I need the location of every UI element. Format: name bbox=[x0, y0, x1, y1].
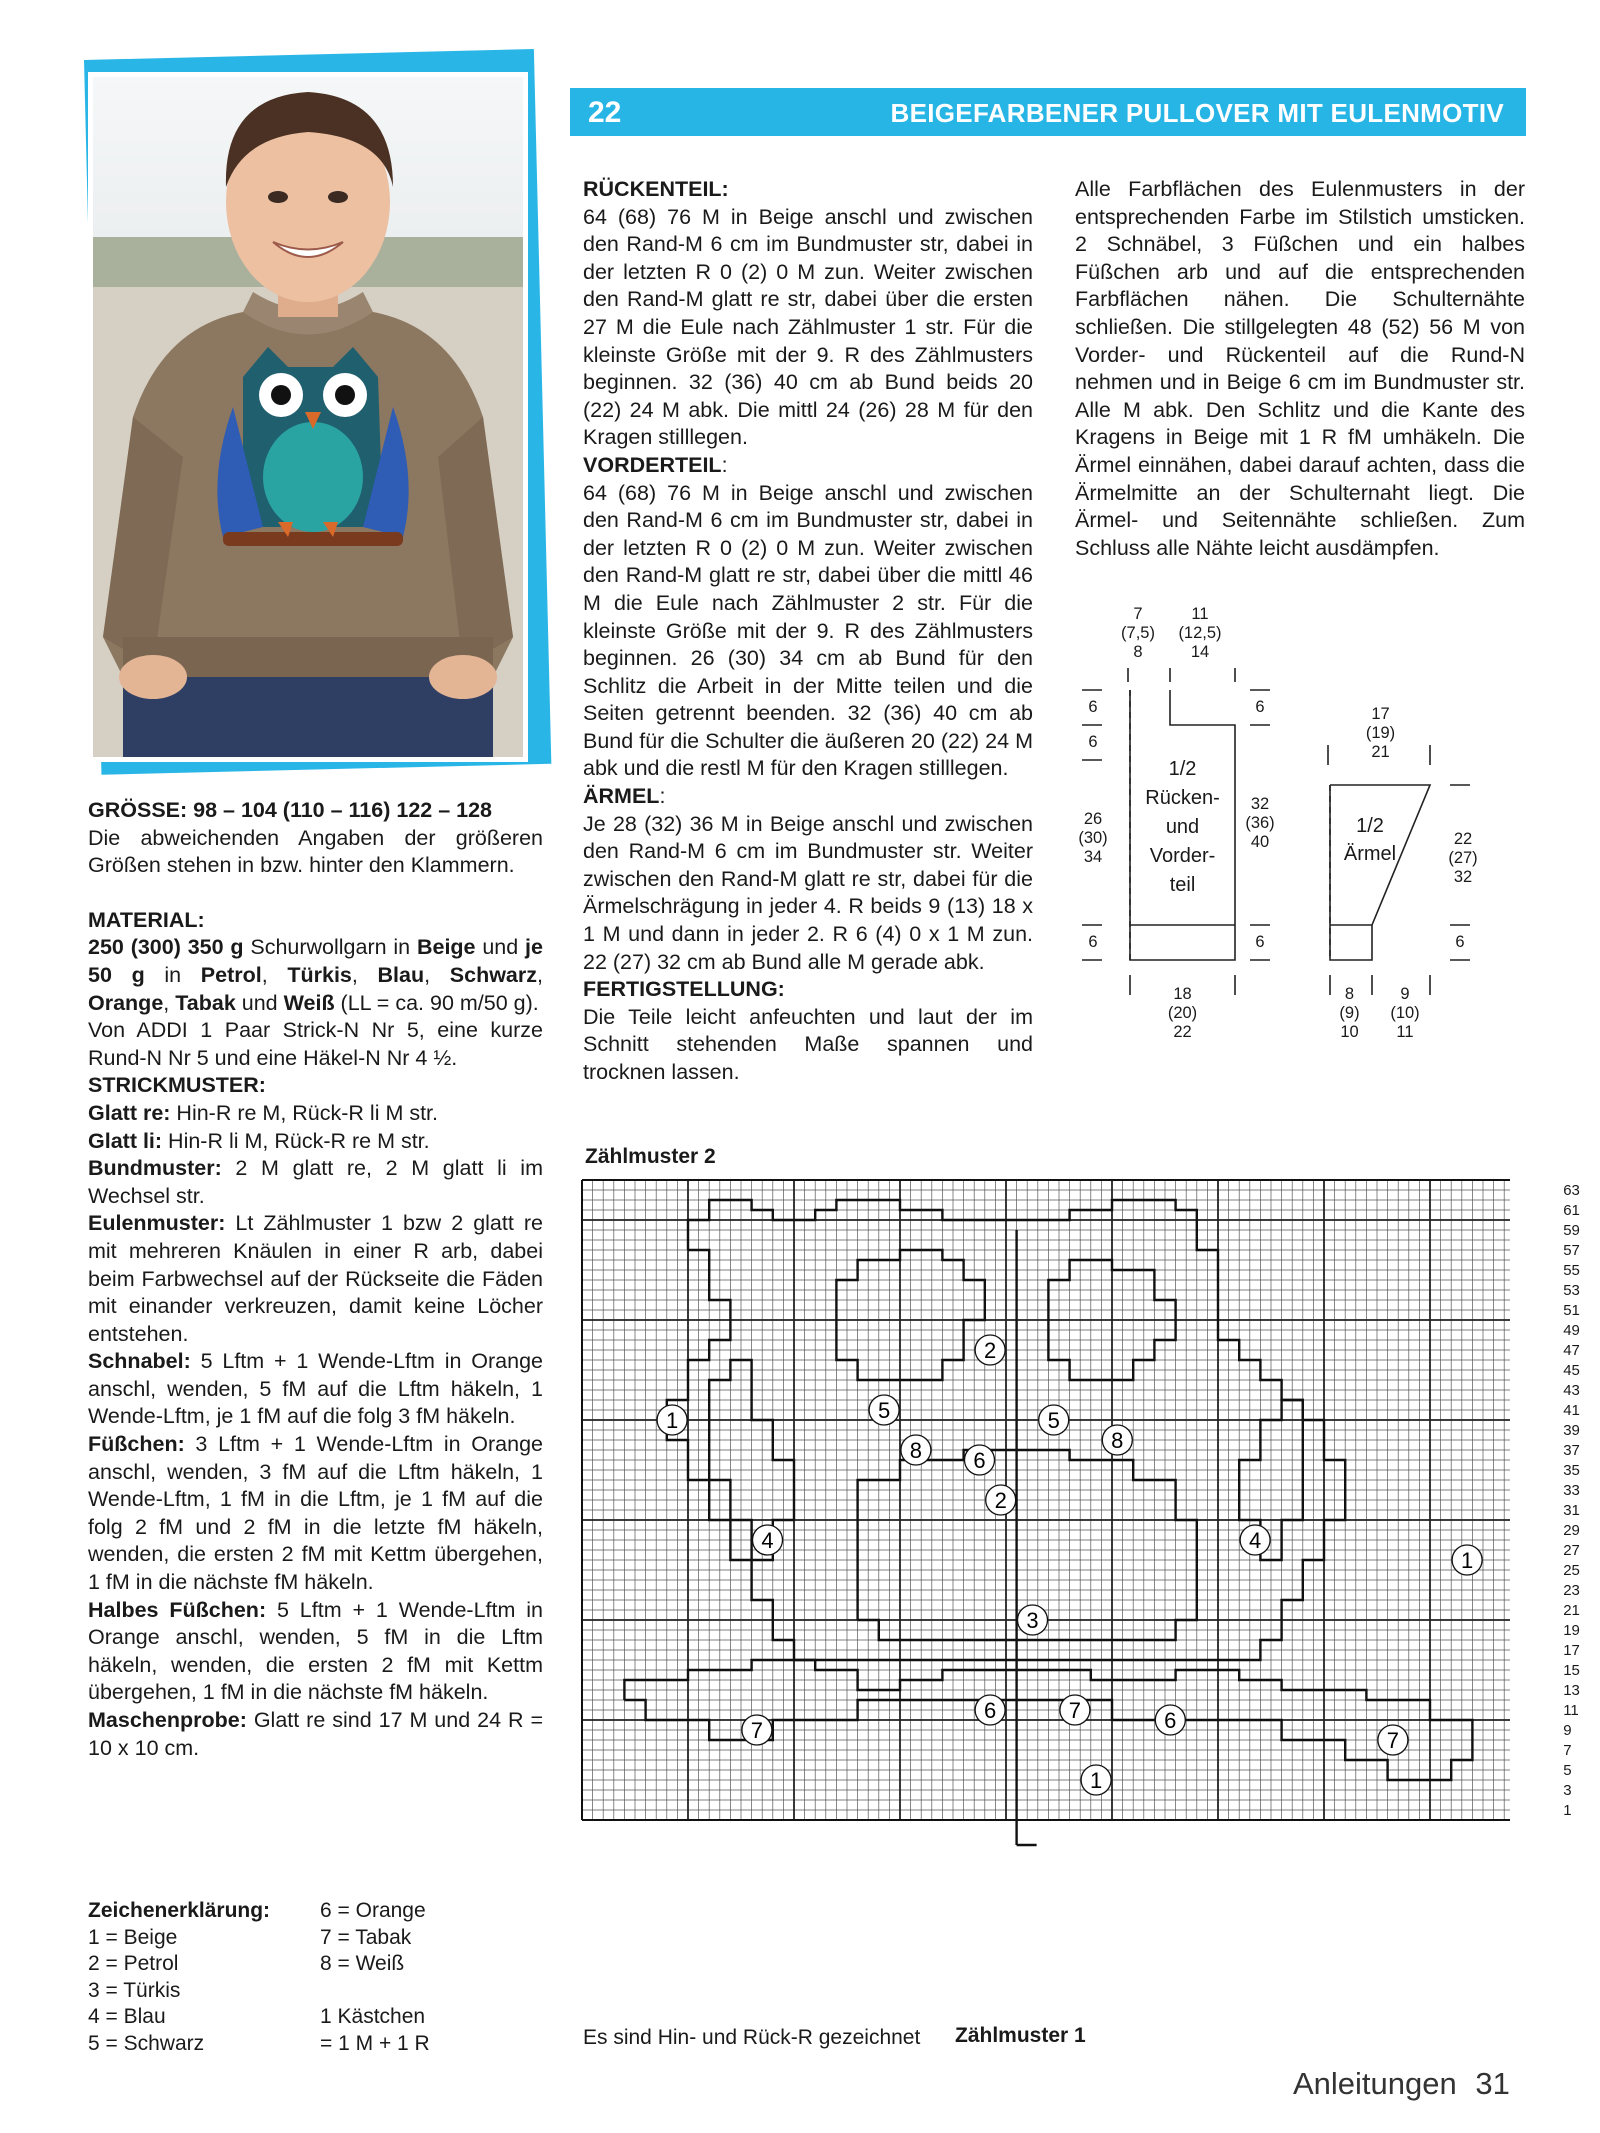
pattern-glatt-li: Glatt li: Hin-R li M, Rück-R re M str. bbox=[88, 1128, 430, 1153]
region-label bbox=[1081, 1765, 1111, 1795]
row-number: 5 bbox=[1563, 1762, 1572, 1779]
legend-item: 7 = Tabak bbox=[320, 1925, 412, 1949]
row-number: 39 bbox=[1563, 1422, 1580, 1439]
row-number: 25 bbox=[1563, 1562, 1580, 1579]
finish-text: Die Teile leicht anfeuchten und laut der im Schnitt stehenden Maße spannen und trocknen lassen. bbox=[583, 1004, 1033, 1084]
row-number: 23 bbox=[1563, 1582, 1580, 1599]
svg-text:5: 5 bbox=[877, 1398, 891, 1423]
row-number: 3 bbox=[1563, 1782, 1572, 1799]
back-heading: RÜCKENTEIL: bbox=[583, 177, 729, 201]
svg-text:6: 6 bbox=[983, 1698, 997, 1723]
chart-title: Zählmuster 2 bbox=[585, 1145, 716, 1168]
photo-boy-owl-sweater bbox=[88, 72, 528, 762]
pattern-bundmuster: Bundmuster: 2 M glatt re, 2 M glatt li im Wechsel str. bbox=[88, 1156, 543, 1208]
row-number: 41 bbox=[1563, 1402, 1580, 1419]
sleeve-text: Je 28 (32) 36 M in Beige anschl und zwischen den Rand-M 6 cm im Bundmuster str. Weiter zwischen den Rand-M glatt re str, dabei für die Ärmelschrägung in jeder 4. R beids 9 (13) 18 x 1 M und dann in jeder 2. R 6 (4) 0 x 1 M zun. 22 (27) 32 cm ab Bund alle M gerade abk. bbox=[583, 811, 1033, 974]
row-number: 45 bbox=[1563, 1362, 1580, 1379]
region-label bbox=[965, 1445, 995, 1475]
svg-text:5: 5 bbox=[1047, 1408, 1060, 1433]
region-label bbox=[657, 1405, 687, 1435]
svg-text:6: 6 bbox=[973, 1448, 986, 1473]
svg-text:1: 1 bbox=[665, 1408, 679, 1433]
knitting-chart-grid bbox=[560, 1160, 1510, 2040]
svg-text:2: 2 bbox=[983, 1338, 997, 1363]
legend-left bbox=[88, 1898, 270, 2057]
row-number: 55 bbox=[1563, 1262, 1580, 1279]
row-number: 9 bbox=[1563, 1722, 1572, 1739]
pattern-eulenmuster: Eulenmuster: Lt Zählmuster 1 bzw 2 glatt re mit mehreren Knäulen in einer R arb, dabei beim Farbwechsel auf der Rückseite die Fäden mit einander verkreuzen, damit keine Löcher entstehen. bbox=[88, 1211, 543, 1346]
front-heading: VORDERTEIL: bbox=[583, 452, 728, 477]
row-number: 35 bbox=[1563, 1462, 1580, 1479]
svg-text:4: 4 bbox=[761, 1528, 774, 1553]
row-number: 47 bbox=[1563, 1342, 1580, 1359]
row-number: 7 bbox=[1563, 1742, 1572, 1759]
left-column bbox=[88, 797, 543, 1762]
region-label bbox=[986, 1485, 1016, 1515]
svg-text:2: 2 bbox=[994, 1488, 1007, 1513]
svg-text:8: 8 bbox=[909, 1438, 923, 1463]
back-text: 64 (68) 76 M in Beige anschl und zwischen den Rand-M 6 cm im Bundmuster str, dabei in der letzten R 0 (2) 0 M zun. Weiter zwischen den Rand-M glatt re str, dabei über die ersten 27 M die Eule nach Zählmuster 1 str. Für die kleinste Größe mit der 9. R des Zählmusters beginnen. 32 (36) 40 cm ab Bund beids 20 (22) 24 M abk. Die mittl 24 (26) 28 M für den Kragen stilllegen. bbox=[583, 204, 1033, 450]
pattern-schnabel: Schnabel: 5 Lftm + 1 Wende-Lftm in Orange anschl, wenden, 5 fM auf die Lftm häkeln, 1 Wende-Lftm, je 1 fM auf die folg 3 fM häkeln. bbox=[88, 1349, 543, 1429]
legend-item: 8 = Weiß bbox=[320, 1952, 405, 1975]
row-number: 59 bbox=[1563, 1222, 1580, 1239]
row-number: 17 bbox=[1563, 1642, 1580, 1659]
material-heading: MATERIAL: bbox=[88, 907, 205, 932]
right-column bbox=[1075, 176, 1525, 562]
region-label bbox=[1060, 1695, 1090, 1725]
article-header-band bbox=[570, 88, 1526, 136]
dim-right-height: 32 (36) 40 bbox=[1245, 795, 1275, 851]
finish-heading: FERTIGSTELLUNG: bbox=[583, 977, 785, 1002]
photo-frame bbox=[70, 60, 530, 775]
svg-text:1: 1 bbox=[1460, 1548, 1474, 1573]
svg-text:7: 7 bbox=[750, 1718, 764, 1743]
material-text: 250 (300) 350 g Schurwollgarn in Beige und je 50 g in Petrol, Türkis, Blau, Schwarz, Orange, Tabak und Weiß (LL = ca. 90 m/50 g). bbox=[88, 935, 543, 1015]
size-text: Die abweichenden Angaben der größeren Größen stehen in bzw. hinter den Klammern. bbox=[88, 825, 543, 878]
article-title: BEIGEFARBENER PULLOVER MIT EULENMOTIV bbox=[890, 98, 1504, 128]
region-label bbox=[901, 1435, 931, 1465]
size-heading: GRÖSSE: 98 – 104 (110 – 116) 122 – 128 bbox=[88, 798, 493, 822]
legend-item: 3 = Türkis bbox=[88, 1978, 181, 2002]
region-label bbox=[753, 1525, 783, 1555]
row-number: 11 bbox=[1563, 1702, 1579, 1719]
legend-right bbox=[320, 1898, 430, 2057]
region-label bbox=[975, 1695, 1005, 1725]
legend-item: 4 = Blau bbox=[88, 2005, 166, 2028]
row-number: 13 bbox=[1563, 1682, 1580, 1699]
dim-left-height: 26 (30) 34 bbox=[1078, 810, 1108, 866]
row-number: 21 bbox=[1563, 1602, 1580, 1619]
page-footer bbox=[1293, 2066, 1510, 2102]
svg-text:1: 1 bbox=[1089, 1768, 1103, 1793]
tools-text: Von ADDI 1 Paar Strick-N Nr 5, eine kurze Rund-N Nr 5 und eine Häkel-N Nr 4 ½. bbox=[88, 1018, 543, 1070]
photo-illustration bbox=[93, 77, 523, 757]
legend-item: 1 Kästchen bbox=[320, 2005, 426, 2028]
finishing-text: Alle Farbflächen des Eulenmusters in der entsprechenden Farbe im Stilstich umsticken. 2 Schnäbel, 3 Füßchen und ein halbes Füßchen arb und auf die entsprechenden Farbflächen nähen. Die Schulternähte schließen. Die stillgelegten 48 (52) 56 M von Vorder- und Rückenteil auf die Rund-N nehmen und in Beige 6 cm im Bundmuster str. Alle M abk. Den Schlitz und die Kante des Kragens in Beige mit 1 R fM umhäkeln. Die Ärmel einnähen, dabei darauf achten, dass die Ärmelmitte an der Schulternaht liegt. Die Ärmel- und Seitennähte schließen. Zum Schluss alle Nähte leicht ausdämpfen. bbox=[1075, 177, 1525, 560]
dim-top-a: 7 (7,5) 8 bbox=[1121, 605, 1155, 661]
pattern-heading: STRICKMUSTER: bbox=[88, 1073, 266, 1098]
legend-item: 1 = Beige bbox=[88, 1925, 178, 1949]
region-label bbox=[1240, 1525, 1270, 1555]
legend-item: 2 = Petrol bbox=[88, 1952, 179, 1975]
row-number: 61 bbox=[1563, 1202, 1580, 1219]
pattern-halbes-fuesschen: Halbes Füßchen: 5 Lftm + 1 Wende-Lftm in Orange anschl, wenden, 5 fM in die Lftm häkeln, wenden, die ersten 2 fM mit Kettm übergehen, 1 fM in die nächste fM häkeln. bbox=[88, 1597, 543, 1705]
row-number: 37 bbox=[1563, 1442, 1580, 1459]
dim-sleeve-top: 17 (19) 21 bbox=[1365, 705, 1396, 761]
dim-right-6b: 6 bbox=[1255, 933, 1265, 951]
footer-section: Anleitungen bbox=[1293, 2066, 1457, 2101]
region-label bbox=[1018, 1605, 1048, 1635]
grid-fine-lines bbox=[582, 1180, 1510, 1820]
row-number: 57 bbox=[1563, 1242, 1580, 1259]
region-label bbox=[1039, 1405, 1069, 1435]
sleeve-label: 1/2 Ärmel bbox=[1343, 815, 1397, 865]
row-number: 27 bbox=[1563, 1542, 1580, 1559]
pattern-fuesschen: Füßchen: 3 Lftm + 1 Wende-Lftm in Orange anschl, wenden, 3 fM auf die Lftm häkeln, 1 Wende-Lftm, 1 fM in die Lftm, je 1 fM auf die folg 2 fM und 2 fM in die letzte fM häkeln, wenden, die ersten 2 fM mit Kettm übergehen, 1 fM in die nächste fM häkeln. bbox=[88, 1432, 543, 1595]
legend-spacer bbox=[320, 1978, 430, 2005]
article-number: 22 bbox=[588, 96, 622, 129]
row-number: 53 bbox=[1563, 1282, 1580, 1299]
legend-item: 6 = Orange bbox=[320, 1899, 426, 1922]
pattern-maschenprobe: Maschenprobe: Glatt re sind 17 M und 24 R = 10 x 10 cm. bbox=[88, 1708, 543, 1760]
row-number: 49 bbox=[1563, 1322, 1580, 1339]
dim-left-6a: 6 bbox=[1088, 698, 1098, 716]
row-number: 63 bbox=[1563, 1182, 1580, 1199]
row-number: 29 bbox=[1563, 1522, 1580, 1539]
dim-right-6a: 6 bbox=[1255, 698, 1265, 716]
row-number: 51 bbox=[1563, 1302, 1580, 1319]
region-label bbox=[1102, 1425, 1132, 1455]
dim-sleeve-bottom-b: 9 (10) 11 bbox=[1390, 985, 1420, 1041]
middle-column bbox=[583, 176, 1033, 1087]
legend-item: = 1 M + 1 R bbox=[320, 2031, 430, 2055]
svg-text:4: 4 bbox=[1248, 1528, 1262, 1553]
front-text: 64 (68) 76 M in Beige anschl und zwischen den Rand-M 6 cm im Bundmuster str, dabei in der letzten R 0 (2) 0 M zun. Weiter zwischen den Rand-M glatt re str, dabei über die mittl 46 M die Eule nach Zählmuster 2 str. Für die kleinste Größe mit der 9. R des Zählmusters beginnen. 26 (30) 34 cm ab Bund für den Schlitz die Arbeit in der Mitte teilen und die Seiten getrennt beenden. 32 (36) 40 cm ab Bund für die Schulter die äußeren 20 (22) 24 M abk und die restl M für den Kragen stilllegen. bbox=[583, 480, 1033, 781]
pattern-glatt-re: Glatt re: Hin-R re M, Rück-R li M str. bbox=[88, 1100, 439, 1125]
region-label bbox=[869, 1395, 899, 1425]
legend-heading: Zeichenerklärung: bbox=[88, 1899, 271, 1922]
dim-sleeve-height: 22 (27) 32 bbox=[1448, 830, 1478, 886]
svg-text:7: 7 bbox=[1068, 1698, 1082, 1723]
row-number: 33 bbox=[1563, 1482, 1580, 1499]
body-label: 1/2 Rücken- und Vorder- teil bbox=[1145, 758, 1220, 896]
dim-top-b: 11 (12,5) 14 bbox=[1178, 605, 1222, 661]
svg-text:8: 8 bbox=[1111, 1428, 1124, 1453]
region-label bbox=[742, 1715, 772, 1745]
row-number: 31 bbox=[1563, 1502, 1580, 1519]
dim-left-6c: 6 bbox=[1088, 933, 1098, 951]
row-number: 19 bbox=[1563, 1622, 1580, 1639]
chart-1-title: Zählmuster 1 bbox=[955, 2024, 1086, 2047]
region-label bbox=[975, 1335, 1005, 1365]
row-number: 1 bbox=[1563, 1802, 1572, 1819]
sleeve-heading: ÄRMEL: bbox=[583, 784, 666, 809]
region-label bbox=[1452, 1545, 1482, 1575]
dim-bottom-width: 18 (20) 22 bbox=[1167, 985, 1198, 1041]
region-label bbox=[1378, 1725, 1408, 1755]
svg-text:3: 3 bbox=[1026, 1608, 1039, 1633]
chart-note: Es sind Hin- und Rück-R gezeichnet bbox=[583, 2026, 921, 2049]
page-number: 31 bbox=[1475, 2066, 1510, 2101]
region-label bbox=[1155, 1705, 1185, 1735]
svg-text:6: 6 bbox=[1164, 1708, 1177, 1733]
row-number: 43 bbox=[1563, 1382, 1580, 1399]
dim-sleeve-6: 6 bbox=[1455, 933, 1465, 951]
row-number: 15 bbox=[1563, 1662, 1580, 1679]
dim-left-6b: 6 bbox=[1088, 733, 1098, 751]
svg-text:7: 7 bbox=[1386, 1728, 1400, 1753]
legend-item: 5 = Schwarz bbox=[88, 2031, 205, 2055]
dim-sleeve-bottom-a: 8 (9) 10 bbox=[1339, 985, 1360, 1041]
